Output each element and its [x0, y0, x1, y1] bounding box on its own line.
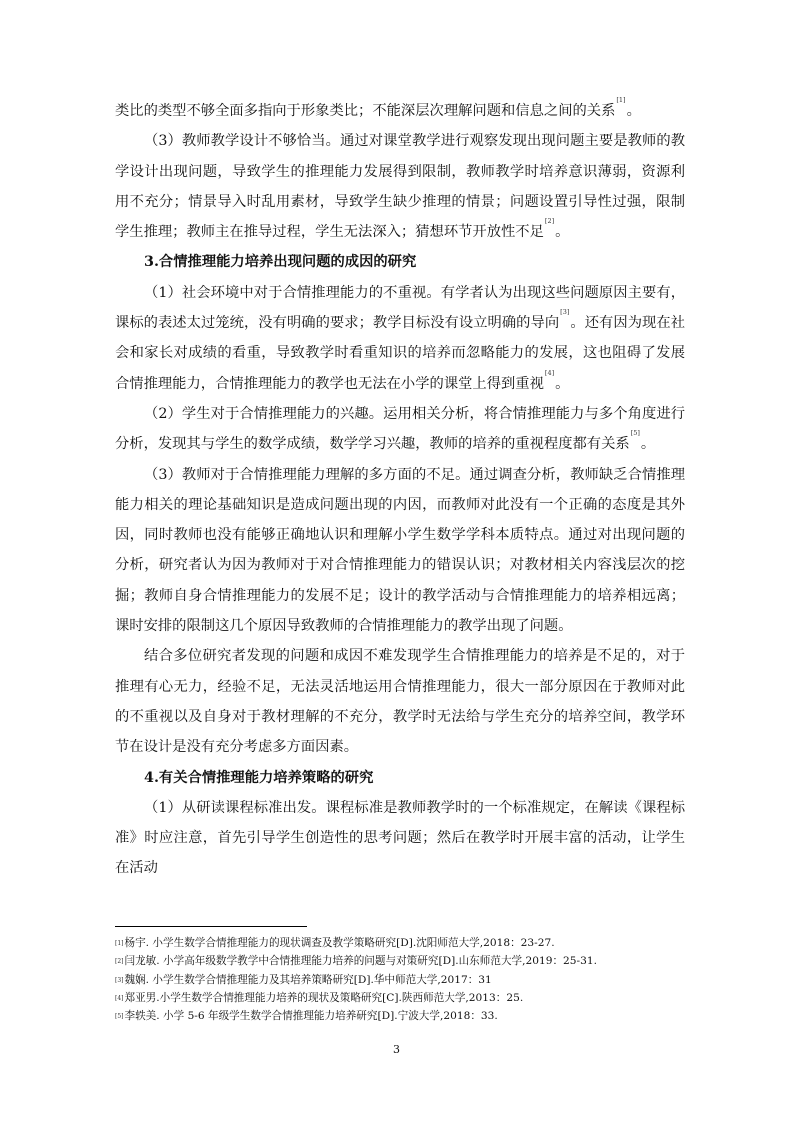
footnote-ref-1[interactable]: [1]	[616, 96, 626, 104]
footnote-ref-4[interactable]: [4]	[544, 368, 555, 377]
footnote-ref-5[interactable]: [5]	[630, 429, 640, 438]
footnote-ref-2[interactable]: [2]	[544, 217, 555, 226]
footnote-2: [2]闫龙敏. 小学高年级数学教学中合情推理能力培养的问题与对策研究[D].山东师范大学,2019：25-31.	[115, 955, 597, 968]
paragraph-6: 结合多位研究者发现的问题和成因不难发现学生合情推理能力的培养是不足的，对于推理有心无力，经验不足，无法灵活地运用合情推理能力，很大一部分原因在于教师对此的不重视以及自身对于教材理解的不充分，教学时无法给与学生充分的培养空间，教学环节在设计是没有充分考虑多方面因素。	[115, 648, 685, 756]
paragraph-8: （1）从研读课程标准出发。课程标准是教师教学时的一个标准规定，在解读《课程标准》时应注意，首先引导学生创造性的思考问题；然后在教学时开展丰富的活动，让学生在活动	[115, 799, 685, 877]
body-text	[115, 96, 685, 884]
page-number: 3	[393, 1043, 400, 1056]
paragraph-5: （3）教师对于合情推理能力理解的多方面的不足。通过调查分析，教师缺乏合情推理能力相关的理论基础知识是造成问题出现的内因，而教师对此没有一个正确的态度是其外因，同时教师也没有能够正确地认识和理解小学生数学学科本质特点。通过对出现问题的分析，研究者认为因为教师对于对合情推理能力的错误认识；对教材相关内容浅层次的挖掘；教师自身合情推理能力的发展不足；设计的教学活动与合情推理能力的培养相远离；课时安排的限制这几个原因导致教师的合情推理能力的教学出现了问题。	[115, 466, 685, 635]
section-heading-3: 3.合情推理能力培养出现问题的成因的研究	[144, 254, 417, 271]
footnote-separator	[115, 926, 307, 927]
paragraph-3: （1）社会环境中对于合情推理能力的不重视。有学者认为出现这些问题原因主要有，课标的表述太过笼统，没有明确的要求；教学目标没有设立明确的导向[3]。还有因为现在社会和家长对成绩的看重，导致教学时看重知识的培养而忽略能力的发展，这也阻碍了发展合情推理能力，合情推理能力的教学也无法在小学的课堂上得到重视[4]。	[115, 284, 685, 392]
section-heading-4: 4.有关合情推理能力培养策略的研究	[144, 769, 374, 786]
paragraph-0: 类比的类型不够全面多指向于形象类比；不能深层次理解问题和信息之间的关系[1]。	[115, 96, 641, 119]
footnote-5: [5]李轶美. 小学 5-6 年级学生数学合情推理能力培养研究[D].宁波大学,2018：33.	[115, 1010, 498, 1023]
footnote-3: [3]魏娴. 小学生数学合情推理能力及其培养策略研究[D].华中师范大学,2017：31	[115, 973, 492, 986]
footnote-ref-3[interactable]: [3]	[560, 308, 570, 317]
footnotes	[115, 934, 695, 1025]
footnote-4: [4]郑亚男.小学生数学合情推理能力培养的现状及策略研究[C].陕西师范大学,2013：25.	[115, 991, 524, 1004]
footnote-1: [1]杨宇. 小学生数学合情推理能力的现状调查及教学策略研究[D].沈阳师范大学,2018：23-27.	[115, 937, 555, 949]
paragraph-1: （3）教师教学设计不够恰当。通过对课堂教学进行观察发现出现问题主要是教师的教学设计出现问题，导致学生的推理能力发展得到限制，教师教学时培养意识薄弱，资源利用不充分；情景导入时乱用素材，导致学生缺少推理的情景；问题设置引导性过强，限制学生推理；教师主在推导过程，学生无法深入；猜想环节开放性不足[2]。	[115, 133, 685, 241]
paragraph-4: （2）学生对于合情推理能力的兴趣。运用相关分析，将合情推理能力与多个角度进行分析，发现其与学生的数学成绩，数学学习兴趣，教师的培养的重视程度都有关系[5]。	[115, 405, 685, 453]
